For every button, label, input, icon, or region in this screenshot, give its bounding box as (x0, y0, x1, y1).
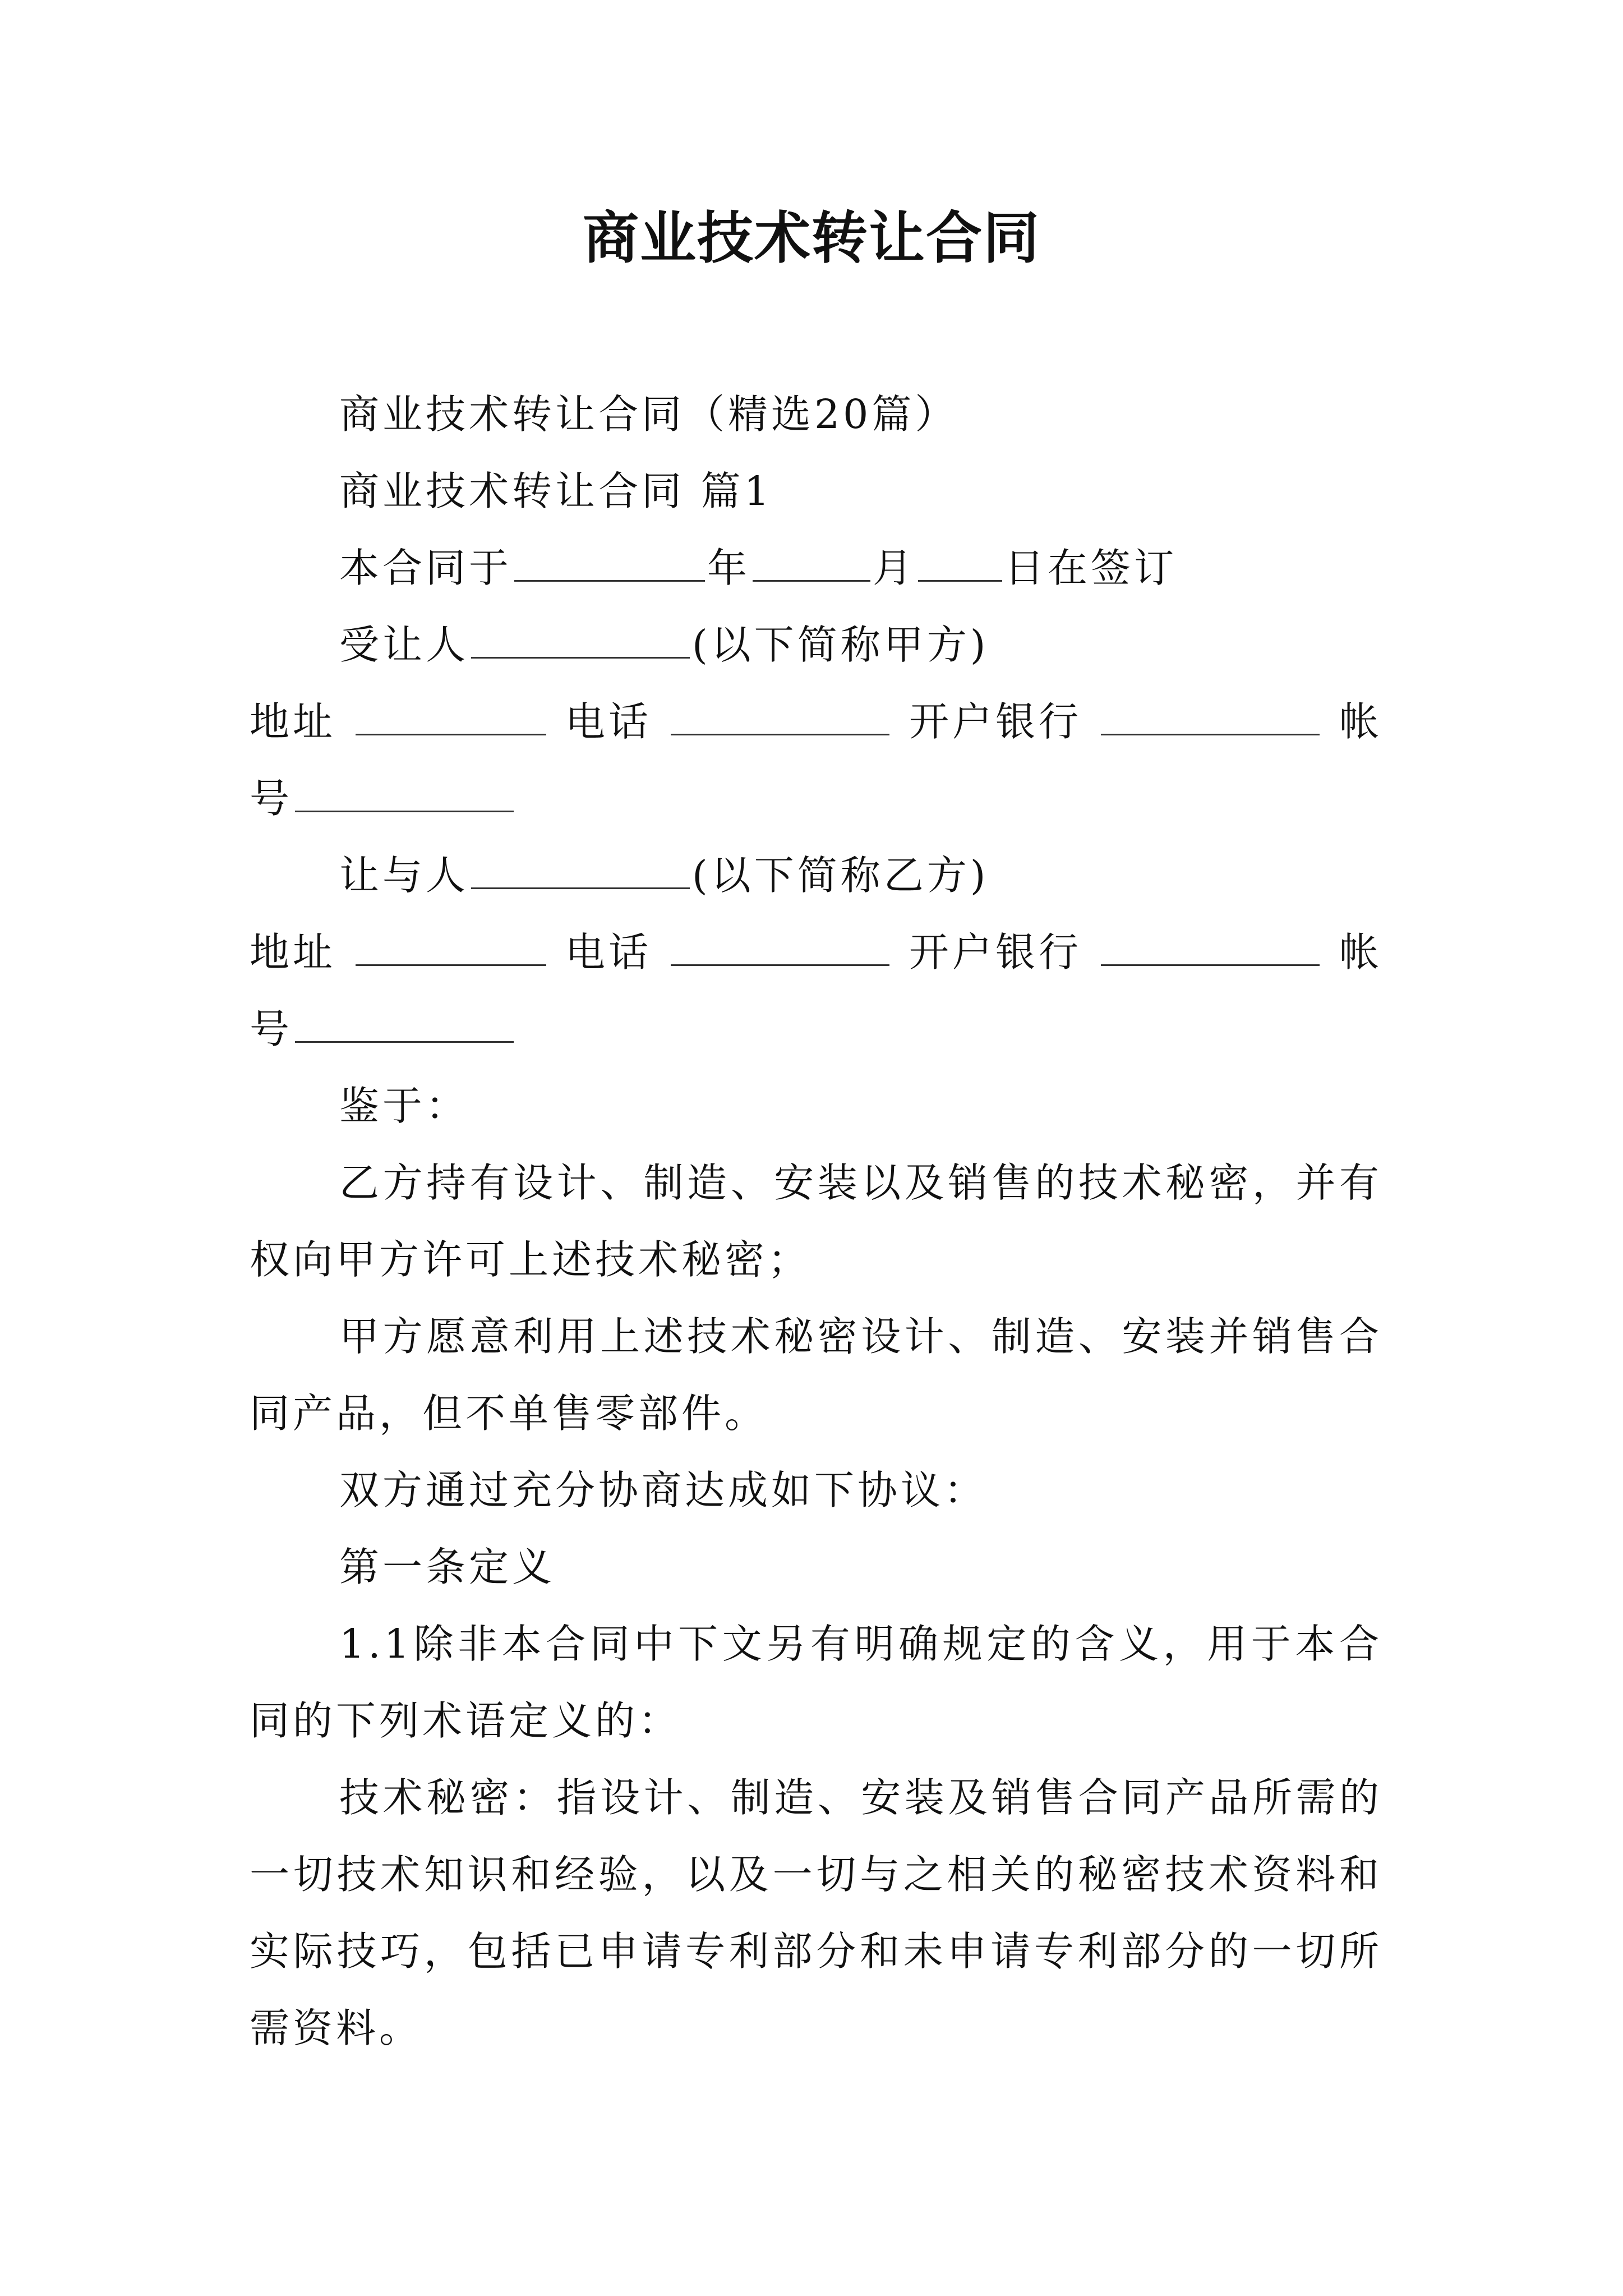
text-segment: (以下简称甲方) (692, 622, 989, 668)
text-segment: 开户银行 (909, 698, 1082, 745)
text-segment: 地址 (250, 698, 336, 745)
text-segment: 号 (250, 775, 293, 822)
fill-in-blank (1101, 700, 1320, 735)
fill-in-blank (514, 546, 705, 582)
text-segment: 让与人 (339, 852, 469, 899)
text-segment: 帐 (1339, 698, 1382, 745)
document-body (250, 376, 1382, 2067)
text-segment: 电话 (565, 698, 652, 745)
document-title: 商业技术转让合同 (583, 205, 1040, 271)
fill-in-blank (356, 931, 546, 966)
fill-in-blank (471, 623, 690, 659)
paragraph-article-one-heading: 第一条定义 (339, 1544, 556, 1590)
text-segment: 地址 (250, 929, 336, 976)
fill-in-blank (671, 931, 889, 966)
paragraph-licensee-contact (250, 683, 1382, 760)
fill-in-blank (471, 854, 690, 889)
text-segment: 电话 (565, 929, 652, 976)
paragraph-article-heading: 商业技术转让合同 篇1 (339, 468, 773, 514)
paragraph-agreement-intro: 双方通过充分协商达成如下协议： (339, 1467, 988, 1513)
text-segment: 帐 (1339, 929, 1382, 976)
paragraph-licensee (250, 606, 1382, 683)
fill-in-blank (918, 546, 1002, 582)
paragraph-know-how-definition: 技术秘密：指设计、制造、安装及销售合同产品所需的一切技术知识和经验，以及一切与之相关的秘密技术资料和实际技巧，包括已申请专利部分和未申请专利部分的一切所需资料。 (250, 1774, 1382, 2051)
paragraph-clause-1-1: 1.1除非本合同中下文另有明确规定的含义，用于本合同的下列术语定义的： (250, 1621, 1382, 1744)
paragraph-whereas: 鉴于： (339, 1083, 469, 1129)
paragraph-licensor (250, 837, 1382, 914)
paragraph-licensee-intent: 甲方愿意利用上述技术秘密设计、制造、安装并销售合同产品，但不单售零部件。 (250, 1313, 1382, 1437)
text-segment: 号 (250, 1006, 293, 1052)
fill-in-blank (295, 1007, 514, 1043)
text-segment: 月 (873, 545, 916, 591)
paragraph-signing-date (250, 530, 1382, 606)
text-segment: 本合同于 (339, 545, 513, 591)
paragraph-licensor-rights: 乙方持有设计、制造、安装以及销售的技术秘密，并有权向甲方许可上述技术秘密； (250, 1159, 1382, 1283)
fill-in-blank (671, 700, 889, 735)
paragraph-collection-title: 商业技术转让合同（精选20篇） (339, 391, 958, 438)
paragraph-licensee-account (250, 760, 1382, 837)
paragraph-licensor-account (250, 991, 1382, 1068)
paragraph-licensor-contact (250, 914, 1382, 991)
text-segment: 开户银行 (909, 929, 1082, 976)
fill-in-blank (295, 777, 514, 812)
text-segment: (以下简称乙方) (692, 852, 989, 899)
fill-in-blank (356, 700, 546, 735)
text-segment: 受让人 (339, 622, 469, 668)
text-segment: 日在签订 (1004, 545, 1178, 591)
text-segment: 年 (707, 545, 751, 591)
fill-in-blank (1101, 931, 1320, 966)
fill-in-blank (753, 546, 870, 582)
